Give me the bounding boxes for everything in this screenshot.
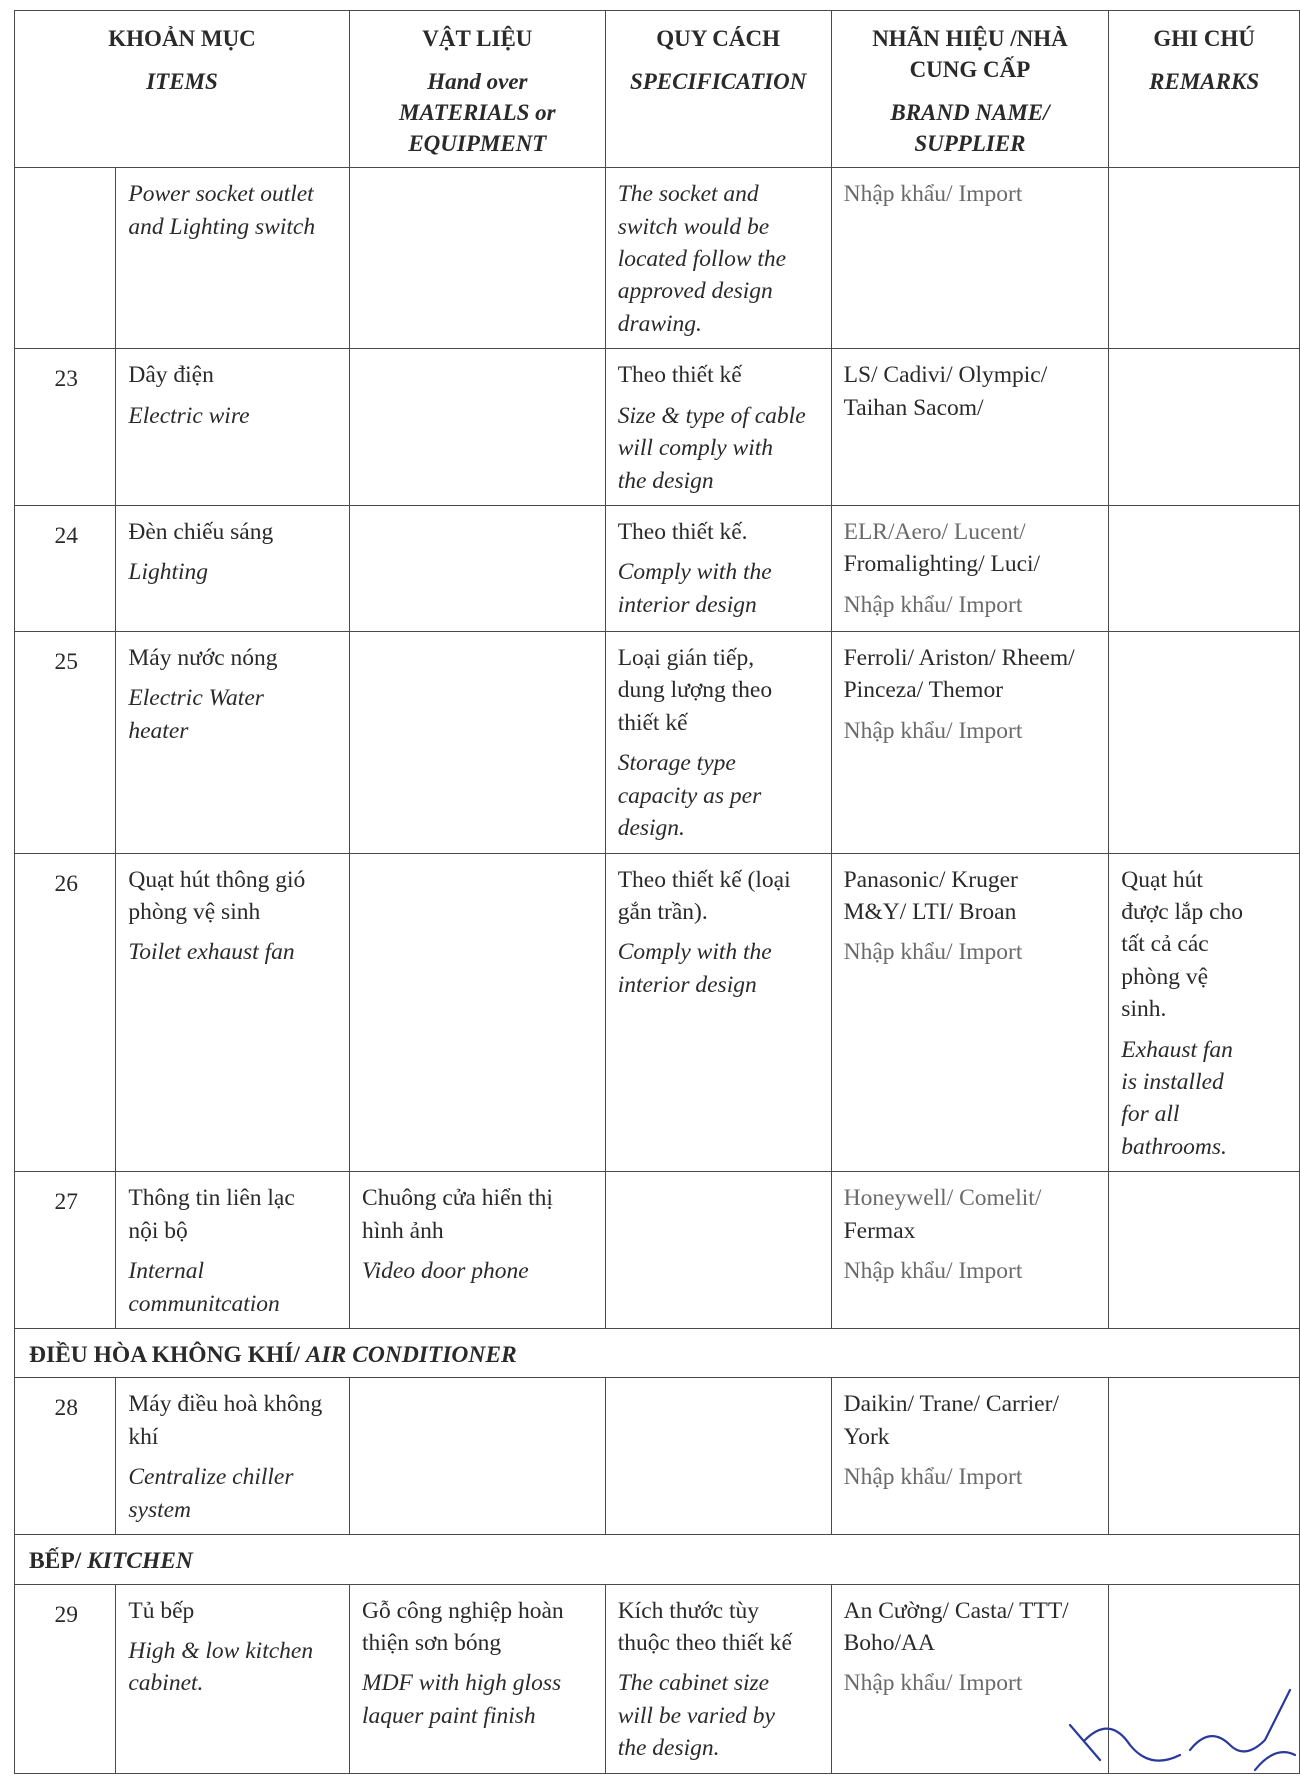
row-number: 26 xyxy=(15,853,116,1172)
item-en: Power socket outlet xyxy=(128,181,314,208)
item-en: Toilet exhaust fan xyxy=(128,939,295,966)
spec-vi: thiết kế xyxy=(617,709,688,736)
spec-en: The cabinet size xyxy=(617,1670,770,1697)
header-materials xyxy=(350,11,606,168)
spec-en: will be varied by xyxy=(617,1702,775,1729)
materials-vi: Chuông cửa hiển thị xyxy=(362,1185,553,1212)
handwritten-signature-icon xyxy=(1040,1685,1300,1775)
item-en: and Lighting switch xyxy=(128,213,316,240)
header-materials-en3: EQUIPMENT xyxy=(408,131,547,157)
brand-cell xyxy=(831,631,1109,853)
header-remarks-vi: GHI CHÚ xyxy=(1153,26,1255,51)
materials-cell xyxy=(350,168,606,349)
spec-en: Storage type xyxy=(617,750,736,777)
spec-en: interior design xyxy=(617,971,757,998)
item-vi: phòng vệ sinh xyxy=(128,898,261,925)
header-materials-vi: VẬT LIỆU xyxy=(422,26,533,51)
item-vi: nội bộ xyxy=(128,1217,188,1244)
spec-en: switch would be xyxy=(617,213,770,240)
item-en: Centralize chiller xyxy=(128,1464,294,1491)
header-brand-en1: BRAND NAME/ xyxy=(890,100,1050,126)
section-title xyxy=(15,1329,1300,1378)
spec-cell xyxy=(605,1172,831,1329)
spec-cell xyxy=(605,1584,831,1773)
brand-cell xyxy=(831,349,1109,506)
remarks-cell xyxy=(1109,631,1300,853)
item-cell xyxy=(116,349,350,506)
spec-cell xyxy=(605,349,831,506)
table-row xyxy=(15,168,1300,349)
materials-cell xyxy=(350,349,606,506)
materials-cell xyxy=(350,853,606,1172)
header-items-en: ITEMS xyxy=(146,69,218,95)
row-number: 25 xyxy=(15,631,116,853)
item-vi: Tủ bếp xyxy=(128,1597,195,1624)
header-remarks-en: REMARKS xyxy=(1149,69,1260,95)
table-row xyxy=(15,505,1300,631)
spec-cell xyxy=(605,1378,831,1535)
row-number: 24 xyxy=(15,505,116,631)
brand-text: Boho/AA xyxy=(843,1629,935,1656)
item-cell xyxy=(116,853,350,1172)
item-en: cabinet. xyxy=(128,1670,204,1697)
section-title-en: KITCHEN xyxy=(87,1548,193,1575)
materials-cell xyxy=(350,1378,606,1535)
remarks-vi: Quạt hút xyxy=(1121,866,1203,893)
spec-vi: thuộc theo thiết kế xyxy=(617,1629,792,1656)
item-cell xyxy=(116,168,350,349)
table-row xyxy=(15,349,1300,506)
materials-cell xyxy=(350,1584,606,1773)
brand-text: Fermax xyxy=(843,1217,916,1244)
header-items-vi: KHOẢN MỤC xyxy=(108,26,256,51)
spec-en: approved design xyxy=(617,278,773,305)
header-brand xyxy=(831,11,1109,168)
brand-text: Ferroli/ Ariston/ Rheem/ xyxy=(843,644,1075,671)
item-en: Electric wire xyxy=(128,402,250,429)
remarks-cell xyxy=(1109,853,1300,1172)
table-row xyxy=(15,1378,1300,1535)
brand-text: Nhập khẩu/ Import xyxy=(843,717,1023,744)
brand-text: An Cường/ Casta/ TTT/ xyxy=(843,1597,1069,1624)
item-en: communitcation xyxy=(128,1290,280,1317)
item-cell xyxy=(116,1584,350,1773)
section-title-vi: BẾP/ xyxy=(29,1548,88,1575)
row-number: 27 xyxy=(15,1172,116,1329)
row-number xyxy=(15,168,116,349)
item-vi: khí xyxy=(128,1423,159,1450)
item-en: Internal xyxy=(128,1258,205,1285)
section-title xyxy=(15,1535,1300,1584)
brand-text: Pinceza/ Themor xyxy=(843,677,1004,704)
materials-cell xyxy=(350,505,606,631)
item-vi: Máy điều hoà không xyxy=(128,1391,323,1418)
spec-vi: Loại gián tiếp, xyxy=(617,644,755,671)
item-cell xyxy=(116,1172,350,1329)
header-brand-vi2: CUNG CẤP xyxy=(909,57,1031,83)
header-remarks xyxy=(1109,11,1300,168)
spec-en: Comply with the xyxy=(617,559,772,586)
materials-vi: thiện sơn bóng xyxy=(362,1629,502,1656)
brand-text: Taihan Sacom/ xyxy=(843,394,984,421)
table-row xyxy=(15,1172,1300,1329)
item-vi: Quạt hút thông gió xyxy=(128,866,306,893)
brand-cell xyxy=(831,505,1109,631)
brand-cell xyxy=(831,1378,1109,1535)
item-cell xyxy=(116,1378,350,1535)
section-title-vi: ĐIỀU HÒA KHÔNG KHÍ/ xyxy=(29,1342,306,1368)
brand-text: Nhập khẩu/ Import xyxy=(843,1464,1023,1491)
remarks-vi: sinh. xyxy=(1121,996,1167,1023)
specification-table xyxy=(14,10,1300,1774)
brand-text: Panasonic/ Kruger xyxy=(843,866,1018,893)
remarks-vi: được lắp cho xyxy=(1121,898,1244,925)
row-number: 28 xyxy=(15,1378,116,1535)
spec-en: Size & type of cable xyxy=(617,402,806,429)
row-number: 23 xyxy=(15,349,116,506)
remarks-cell xyxy=(1109,505,1300,631)
brand-cell xyxy=(831,853,1109,1172)
item-cell xyxy=(116,631,350,853)
spec-en: Comply with the xyxy=(617,939,772,966)
spec-cell xyxy=(605,168,831,349)
remarks-en: is installed xyxy=(1121,1069,1224,1096)
header-row xyxy=(15,11,1300,168)
spec-vi: gắn trần). xyxy=(617,898,708,925)
brand-text: Nhập khẩu/ Import xyxy=(843,1258,1023,1285)
materials-cell xyxy=(350,1172,606,1329)
header-materials-en2: MATERIALS or xyxy=(399,100,556,126)
item-vi: Thông tin liên lạc xyxy=(128,1185,295,1212)
spec-en: capacity as per xyxy=(617,782,762,809)
remarks-en: bathrooms. xyxy=(1121,1133,1227,1160)
materials-en: Video door phone xyxy=(362,1258,529,1285)
spec-vi: Theo thiết kế. xyxy=(617,518,748,545)
spec-en: design. xyxy=(617,815,685,842)
brand-text: Nhập khẩu/ Import xyxy=(843,939,1023,966)
spec-vi: Theo thiết kế xyxy=(617,362,742,389)
spec-en: will comply with xyxy=(617,435,774,462)
spec-cell xyxy=(605,853,831,1172)
spec-vi: Kích thước tùy xyxy=(617,1597,760,1624)
section-row-kitchen xyxy=(15,1535,1300,1584)
item-vi: Dây điện xyxy=(128,362,214,389)
brand-text: Nhập khẩu/ Import xyxy=(843,1670,1023,1697)
brand-cell xyxy=(831,1172,1109,1329)
brand-cell xyxy=(831,168,1109,349)
spec-vi: dung lượng theo xyxy=(617,677,773,704)
remarks-cell xyxy=(1109,1378,1300,1535)
brand-text: Daikin/ Trane/ Carrier/ xyxy=(843,1391,1059,1418)
materials-vi: hình ảnh xyxy=(362,1217,444,1244)
header-spec-vi: QUY CÁCH xyxy=(656,26,780,51)
header-materials-en1: Hand over xyxy=(427,69,528,95)
spec-en: The socket and xyxy=(617,181,759,208)
section-row-air-conditioner xyxy=(15,1329,1300,1378)
signature-image xyxy=(1040,1685,1300,1775)
materials-en: MDF with high gloss xyxy=(362,1670,562,1697)
remarks-en: Exhaust fan xyxy=(1121,1036,1233,1063)
materials-vi: Gỗ công nghiệp hoàn xyxy=(362,1597,564,1624)
header-brand-vi1: NHÃN HIỆU /NHÀ xyxy=(872,26,1068,51)
remarks-vi: phòng vệ xyxy=(1121,963,1209,990)
remarks-en: for all xyxy=(1121,1101,1180,1128)
item-cell xyxy=(116,505,350,631)
materials-cell xyxy=(350,631,606,853)
item-en: system xyxy=(128,1496,192,1523)
remarks-cell xyxy=(1109,349,1300,506)
row-number: 29 xyxy=(15,1584,116,1773)
item-en: heater xyxy=(128,717,189,744)
brand-text: Honeywell/ Comelit/ xyxy=(843,1185,1042,1212)
spec-vi: Theo thiết kế (loại xyxy=(617,866,791,893)
section-title-en: AIR CONDITIONER xyxy=(305,1342,517,1368)
brand-text: York xyxy=(843,1423,890,1450)
brand-text: Fromalighting/ Luci/ xyxy=(843,551,1041,578)
brand-text: LS/ Cadivi/ Olympic/ xyxy=(843,362,1048,389)
remarks-vi: tất cả các xyxy=(1121,931,1209,958)
spec-en: located follow the xyxy=(617,246,787,273)
materials-en: laquer paint finish xyxy=(362,1702,536,1729)
item-vi: Đèn chiếu sáng xyxy=(128,518,274,545)
spec-en: the design. xyxy=(617,1735,720,1762)
spec-en: drawing. xyxy=(617,310,702,337)
brand-text: Nhập khẩu/ Import xyxy=(843,591,1023,618)
item-en: High & low kitchen xyxy=(128,1637,314,1664)
remarks-cell xyxy=(1109,168,1300,349)
spec-cell xyxy=(605,505,831,631)
remarks-cell xyxy=(1109,1172,1300,1329)
item-vi: Máy nước nóng xyxy=(128,644,278,671)
brand-text: M&Y/ LTI/ Broan xyxy=(843,898,1017,925)
header-items xyxy=(15,11,350,168)
spec-en: the design xyxy=(617,467,714,494)
spec-en: interior design xyxy=(617,591,757,618)
table-row xyxy=(15,853,1300,1172)
header-spec-en: SPECIFICATION xyxy=(629,69,807,95)
item-en: Lighting xyxy=(128,559,209,586)
table-row xyxy=(15,631,1300,853)
brand-text: Nhập khẩu/ Import xyxy=(843,181,1023,208)
header-specification xyxy=(605,11,831,168)
spec-cell xyxy=(605,631,831,853)
item-en: Electric Water xyxy=(128,685,264,712)
header-brand-en2: SUPPLIER xyxy=(914,131,1026,157)
brand-text: ELR/Aero/ Lucent/ xyxy=(843,518,1026,545)
